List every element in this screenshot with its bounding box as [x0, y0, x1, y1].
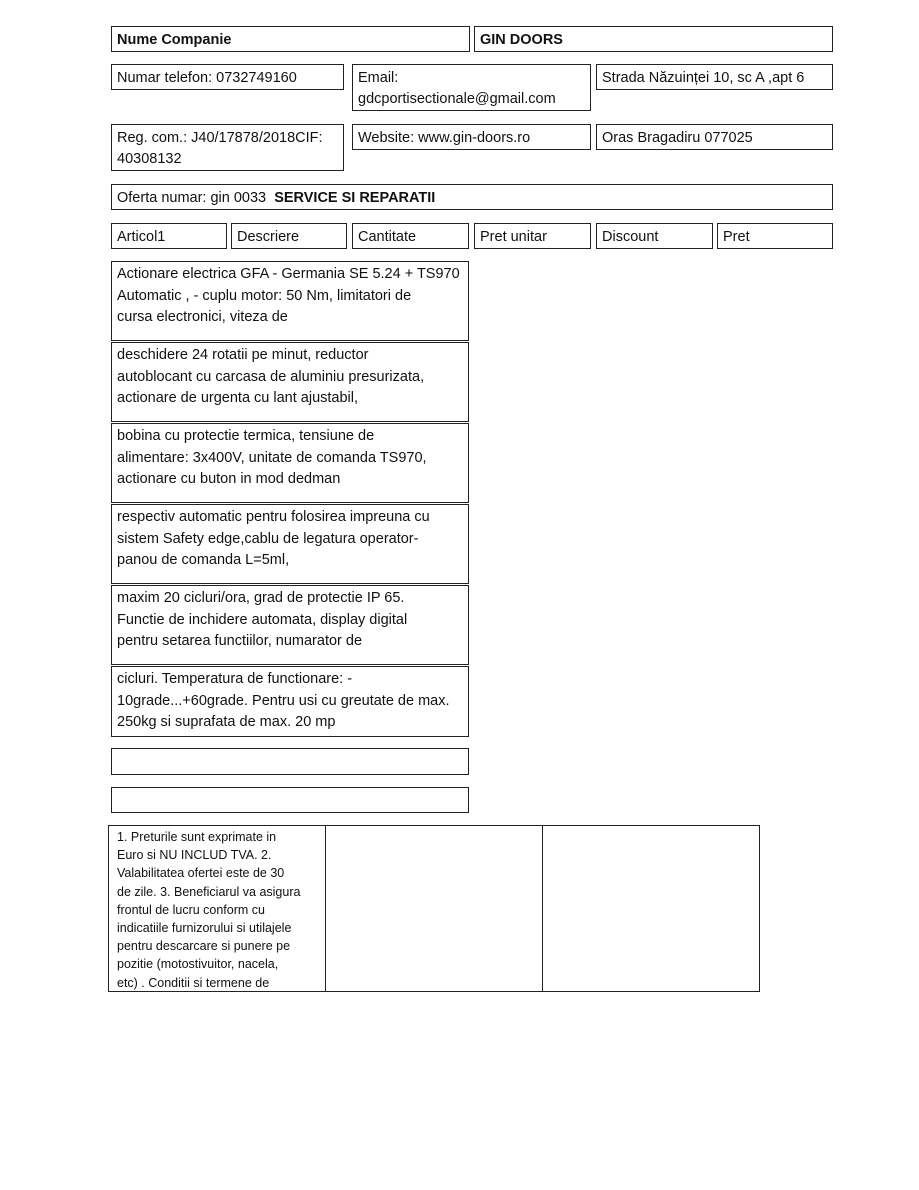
description-line: Automatic , - cuplu motor: 50 Nm, limitatori de: [117, 287, 412, 304]
empty-row: [111, 748, 469, 775]
header-pret: Pret: [717, 223, 833, 249]
email-value: gdcportisectionale@gmail.com: [358, 91, 556, 107]
description-line: pentru setarea functiilor, numarator de: [117, 633, 363, 649]
terms-empty-cell: [542, 825, 760, 992]
offer-line: [111, 184, 833, 210]
description-line: respectiv automatic pentru folosirea impreuna cu: [117, 509, 430, 525]
description-line: deschidere 24 rotatii pe minut, reductor: [117, 347, 369, 363]
terms-line: pentru descarcare si punere pe: [117, 939, 291, 954]
address-field: Strada Năzuinței 10, sc A ,apt 6: [596, 64, 833, 90]
terms-line: Euro si NU INCLUD TVA. 2.: [117, 848, 272, 863]
description-line: cursa electronici, viteza de: [117, 309, 288, 325]
description-block: [111, 342, 469, 422]
description-block: [111, 504, 469, 584]
terms-cell: [108, 825, 326, 992]
terms-line: de zile. 3. Beneficiarul va asigura: [117, 884, 301, 899]
header-articol: Articol1: [111, 223, 227, 249]
description-line: alimentare: 3x400V, unitate de comanda TS970,: [117, 449, 427, 466]
description-line: Functie de inchidere automata, display digital: [117, 611, 408, 628]
description-line: cicluri. Temperatura de functionare: -: [117, 671, 353, 687]
description-line: panou de comanda L=5ml,: [117, 552, 290, 568]
description-line: actionare de urgenta cu lant ajustabil,: [117, 390, 359, 406]
terms-line: indicatiile furnizorului si utilajele: [117, 921, 292, 936]
description-line: bobina cu protectie termica, tensiune de: [117, 428, 375, 444]
description-block: [111, 666, 469, 737]
description-line: sistem Safety edge,cablu de legatura operator-: [117, 530, 419, 547]
registration-line-2: 40308132: [117, 151, 182, 167]
city-field: Oras Bragadiru 077025: [596, 124, 833, 150]
registration-field: [111, 124, 344, 171]
company-name-value: GIN DOORS: [474, 26, 833, 52]
header-cantitate: Cantitate: [352, 223, 469, 249]
description-line: maxim 20 cicluri/ora, grad de protectie IP 65.: [117, 590, 405, 606]
email-label: Email:: [358, 70, 399, 86]
terms-line: etc) . Conditii si termene de: [117, 975, 270, 990]
description-line: 10grade...+60grade. Pentru usi cu greutate de max.: [117, 692, 450, 709]
terms-line: frontul de lucru conform cu: [117, 902, 265, 917]
terms-empty-cell: [325, 825, 543, 992]
terms-line: 1. Preturile sunt exprimate in: [117, 830, 277, 844]
company-name-label: Nume Companie: [111, 26, 470, 52]
registration-line-1: Reg. com.: J40/17878/2018CIF:: [117, 130, 323, 146]
offer-title: SERVICE SI REPARATII: [274, 190, 436, 206]
header-pret-unitar: Pret unitar: [474, 223, 591, 249]
description-line: 250kg si suprafata de max. 20 mp: [117, 714, 336, 730]
description-block: [111, 261, 469, 341]
description-line: actionare cu buton in mod dedman: [117, 471, 341, 487]
description-block: [111, 585, 469, 665]
description-line: autoblocant cu carcasa de aluminiu presurizata,: [117, 368, 425, 385]
header-descriere: Descriere: [231, 223, 347, 249]
header-discount: Discount: [596, 223, 713, 249]
offer-number: Oferta numar: gin 0033: [117, 190, 267, 206]
website-field: Website: www.gin-doors.ro: [352, 124, 591, 150]
terms-line: Valabilitatea ofertei este de 30: [117, 866, 285, 881]
terms-line: pozitie (motostivuitor, nacela,: [117, 957, 279, 972]
empty-row: [111, 787, 469, 813]
description-block: [111, 423, 469, 503]
phone-field: Numar telefon: 0732749160: [111, 64, 344, 90]
description-line: Actionare electrica GFA - Germania SE 5.24 + TS970: [117, 266, 460, 282]
email-field: [352, 64, 591, 111]
